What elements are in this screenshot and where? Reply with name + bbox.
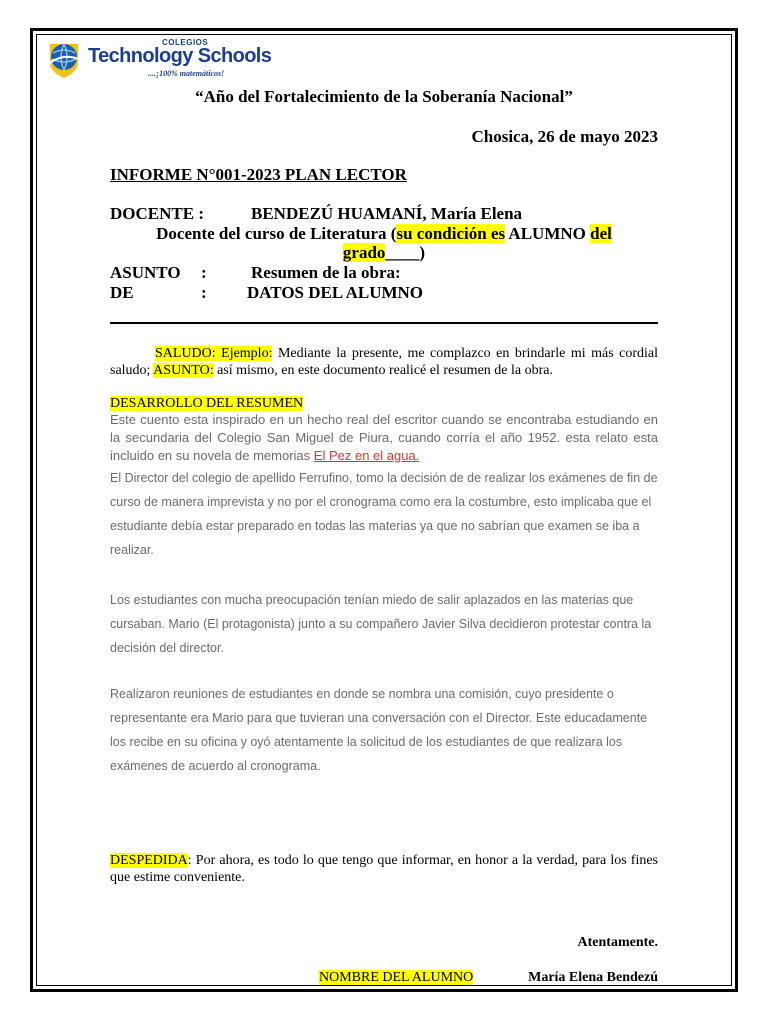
year-title: “Año del Fortalecimiento de la Soberanía Nacional” xyxy=(195,87,573,106)
course-end: ____) xyxy=(385,243,426,262)
de-colon: : xyxy=(201,283,207,302)
saludo-paragraph xyxy=(110,345,658,379)
school-logo xyxy=(44,36,272,82)
student-name-value: María Elena Bendezú xyxy=(528,970,658,985)
course-prefix: Docente del curso de Literatura ( xyxy=(156,224,397,243)
logo-slogan: ....¡100% matemáticos! xyxy=(148,69,225,78)
name-label-wrap xyxy=(319,969,473,986)
report-title: INFORME N°001-2023 PLAN LECTOR xyxy=(110,165,407,184)
docente-value: BENDEZÚ HUAMANÍ, María Elena xyxy=(251,204,523,223)
saludo-text-1: Mediante la presente, me complazco en brindarle mi más cordial saludo; xyxy=(110,346,658,378)
asunto-colon: : xyxy=(201,263,207,282)
course-highlight-3: grado xyxy=(342,243,386,262)
place-date: Chosica, 26 de mayo 2023 xyxy=(471,127,658,146)
course-highlight-2: del xyxy=(590,224,612,243)
course-mid: ALUMNO xyxy=(505,224,591,243)
novel-link[interactable]: El Pez en el agua. xyxy=(313,448,420,463)
divider-line xyxy=(110,322,658,324)
asunto-value: Resumen de la obra: xyxy=(251,263,401,282)
student-name-label: NOMBRE DEL ALUMNO xyxy=(319,970,474,985)
desarrollo-paragraph-1 xyxy=(110,411,658,465)
asunto-label: ASUNTO xyxy=(110,263,181,282)
desarrollo-paragraph-4: Realizaron reuniones de estudiantes en donde se nombra una comisión, cuyo presidente o representante era Mario para que tuvieran una conversación con el Director. Este educadamente los recibe en su oficina y oyó atentamente la solicitud de los estudiantes de que realizara los exámenes de acuerdo al cronograma. xyxy=(110,687,648,773)
logo-small-text: COLEGIOS xyxy=(162,38,209,47)
logo-name: Technology Schools xyxy=(88,45,272,67)
despedida-text: : Por ahora, es todo lo que tengo que informar, en honor a la verdad, para los fines que estime conveniente. xyxy=(110,853,658,885)
desarrollo-heading: DESARROLLO DEL RESUMEN xyxy=(110,396,304,411)
desarrollo-paragraph-2: El Director del colegio de apellido Ferrufino, tomo la decisión de de realizar los exámenes de fin de curso de manera imprevista y no por el cronograma como era la costumbre, esto implicaba que el estudiante debía estar preparado en todas las materias ya que no sabrían que examen se iba a realizar. xyxy=(110,471,658,557)
saludo-label: SALUDO: Ejemplo: xyxy=(155,346,273,361)
saludo-asunto-label: ASUNTO: xyxy=(153,363,214,378)
despedida-paragraph xyxy=(110,852,658,886)
course-line xyxy=(110,224,658,262)
globe-icon xyxy=(44,38,84,80)
de-value: DATOS DEL ALUMNO xyxy=(247,283,424,302)
saludo-text-2: así mismo, en este documento realicé el resumen de la obra. xyxy=(213,363,553,378)
signoff: Atentamente. xyxy=(577,935,658,950)
course-highlight-1: su condición es xyxy=(396,224,506,243)
despedida-label: DESPEDIDA xyxy=(110,853,188,868)
de-label: DE xyxy=(110,283,134,302)
desarrollo-paragraph-3: Los estudiantes con mucha preocupación tenían miedo de salir aplazados en las materias que cursaban. Mario (El protagonista) junto a su compañero Javier Silva decidieron protestar contra la decisión del director. xyxy=(110,593,652,655)
docente-label: DOCENTE : xyxy=(110,204,204,223)
desarrollo-p1-text: Este cuento esta inspirado en un hecho real del escritor cuando se encontraba estudiando en la secundaria del Colegio San Miguel de Piura, cuando corría el año 1952. esta relato esta incluido en su novela de memorias xyxy=(110,412,658,463)
desarrollo-heading-wrap xyxy=(110,395,303,412)
